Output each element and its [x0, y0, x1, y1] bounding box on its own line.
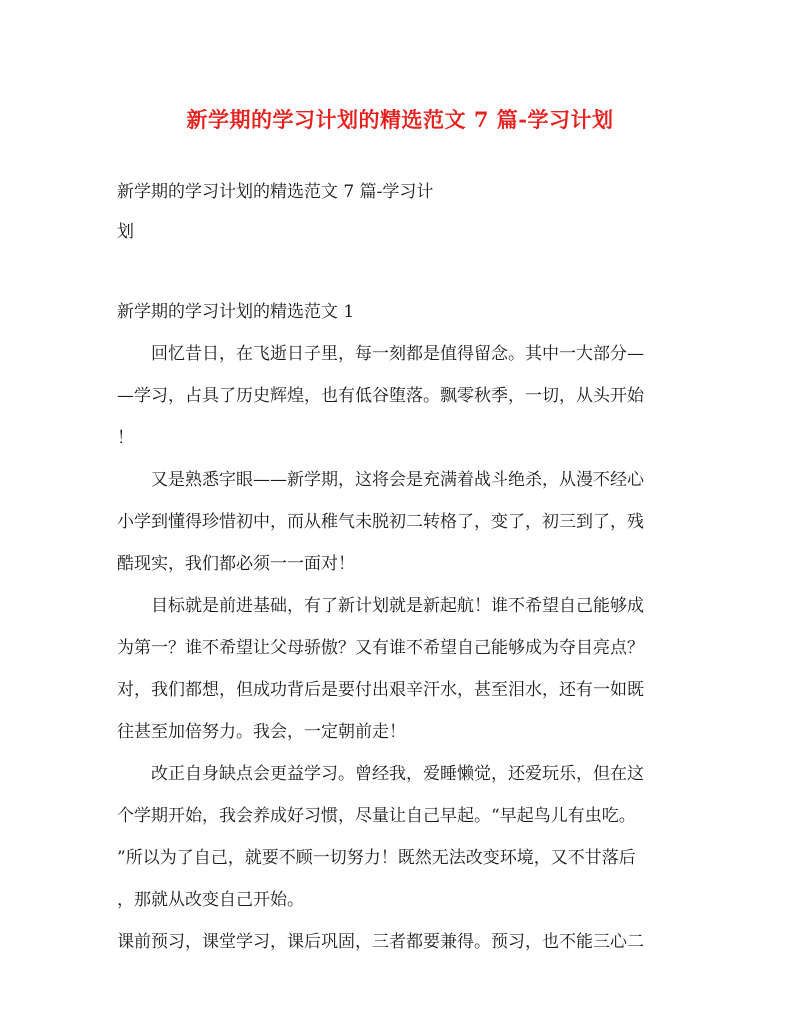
subtitle-line: 新学期的学习计划的精选范文 7 篇-学习计	[117, 182, 434, 202]
paragraph-line: 对，我们都想，但成功背后是要付出艰辛汗水，甚至泪水，还有一如既	[117, 680, 644, 700]
paragraph-line: —学习，占具了历史辉煌，也有低谷堕落。飘零秋季，一切，从头开始	[117, 386, 644, 406]
paragraph-line: 目标就是前进基础，有了新计划就是新起航！谁不希望自己能够成	[117, 596, 644, 616]
paragraph-line: ”所以为了自己，就要不顾一切努力！既然无法改变环境，又不甘落后	[117, 848, 636, 868]
paragraph-line: 课前预习，课堂学习，课后巩固，三者都要兼得。预习，也不能三心二	[117, 932, 644, 952]
paragraph-line: ！	[117, 428, 134, 448]
document-title: 新学期的学习计划的精选范文 7 篇-学习计划	[186, 107, 614, 132]
paragraph-line: 改正自身缺点会更益学习。曾经我，爱睡懒觉，还爱玩乐，但在这	[117, 764, 644, 784]
subtitle-line: 划	[117, 222, 134, 242]
paragraph-line: 又是熟悉字眼——新学期，这将会是充满着战斗绝杀，从漫不经心	[117, 470, 644, 490]
paragraph-line: 回忆昔日，在飞逝日子里，每一刻都是值得留念。其中一大部分—	[117, 344, 644, 364]
paragraph-line: 往甚至加倍努力。我会，一定朝前走！	[117, 722, 406, 742]
paragraph-line: ，那就从改变自己开始。	[117, 890, 304, 910]
section-heading: 新学期的学习计划的精选范文 1	[117, 302, 355, 322]
paragraph-line: 为第一？谁不希望让父母骄傲？又有谁不希望自己能够成为夺目亮点？	[117, 638, 644, 658]
paragraph-line: 小学到懂得珍惜初中，而从稚气未脱初二转格了，变了，初三到了，残	[117, 512, 644, 532]
paragraph-line: 酷现实，我们都必须一一面对！	[117, 554, 355, 574]
paragraph-line: 个学期开始，我会养成好习惯，尽量让自己早起。“早起鸟儿有虫吃。	[117, 806, 636, 826]
